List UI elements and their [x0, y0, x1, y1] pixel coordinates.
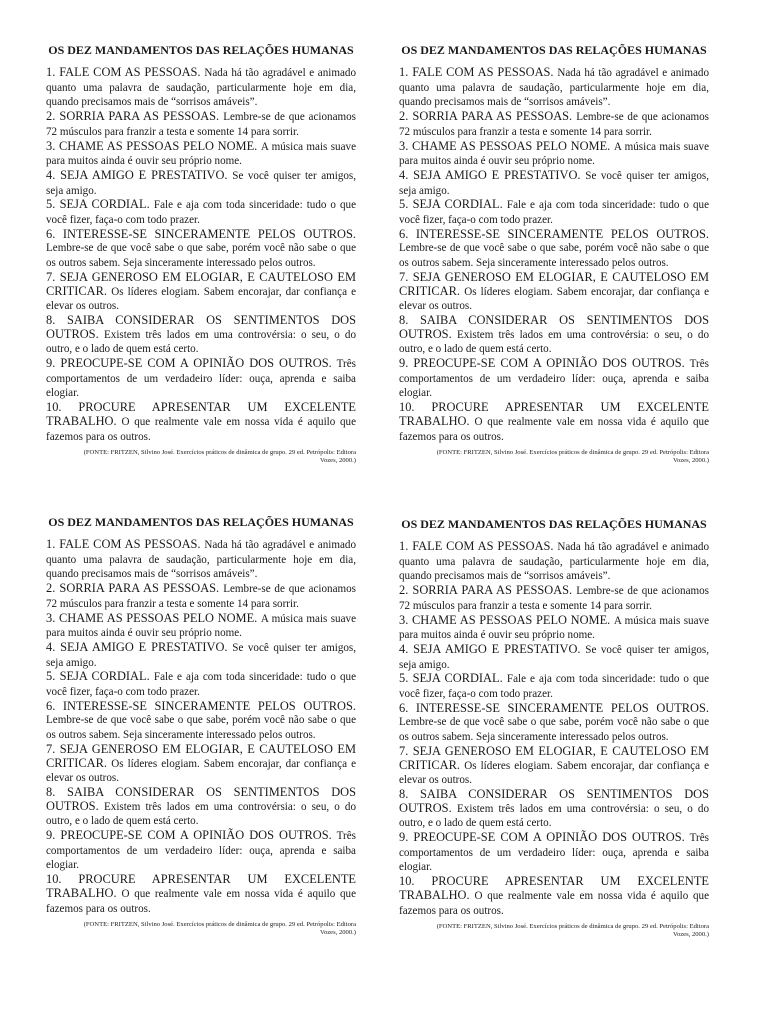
- commandment-item: [46, 140, 356, 169]
- commandment-text: Existem três lados em uma controvérsia: o seu, o do outro, e o lado de quem está certo.: [46, 328, 356, 356]
- commandment-text: Os líderes elogiam. Sabem encorajar, dar confiança e elevar os outros.: [46, 757, 356, 785]
- commandment-heading: 1. FALE COM AS PESSOAS.: [46, 65, 201, 79]
- commandment-heading: 10. PROCURE APRESENTAR UM EXCELENTE TRABALHO.: [399, 874, 709, 902]
- commandment-text: Se você quiser ter amigos, seja amigo.: [46, 641, 357, 669]
- commandment-heading: 4. SEJA AMIGO E PRESTATIVO.: [399, 641, 581, 656]
- commandment-text: Três comportamentos de um verdadeiro líder: ouça, aprenda e saiba elogiar.: [399, 358, 709, 400]
- commandment-item: [399, 169, 709, 198]
- commandment-text: Lembre-se de que você sabe o que sabe, porém você não sabe o que os outros sabem. Seja sinceramente interessado pelos outros.: [46, 242, 356, 270]
- source-citation: (FONTE: FRITZEN, Silvino José. Exercícios práticos de dinâmica de grupo. 29 ed. Petrópolis: Editora Vozes, 2000.): [83, 449, 356, 465]
- commandment-text: Nada há tão agradável e animado quanto uma palavra de saudação, particularmente hoje em dia, quando precisamos mais de “sorrisos amáveis”.: [399, 67, 709, 109]
- commandment-text: O que realmente vale em nossa vida é aquilo que fazemos para os outros.: [46, 415, 356, 443]
- commandment-text: Se você quiser ter amigos, seja amigo.: [399, 643, 710, 671]
- commandment-item: [46, 314, 356, 357]
- commandment-item: [399, 110, 709, 139]
- commandment-heading: 10. PROCURE APRESENTAR UM EXCELENTE TRABALHO.: [46, 872, 356, 900]
- commandment-item: [399, 314, 709, 357]
- commandment-text: Fale e aja com toda sinceridade: tudo o que você fizer, faça-o com todo prazer.: [399, 199, 709, 227]
- commandment-text: Nada há tão agradável e animado quanto uma palavra de saudação, particularmente hoje em dia, quando precisamos mais de “sorrisos amáveis”.: [46, 67, 356, 109]
- commandment-text: A música mais suave para muitos ainda é ouvir seu próprio nome.: [46, 612, 356, 640]
- commandment-text: Os líderes elogiam. Sabem encorajar, dar confiança e elevar os outros.: [46, 285, 356, 313]
- commandment-text: Os líderes elogiam. Sabem encorajar, dar confiança e elevar os outros.: [399, 285, 709, 313]
- commandment-text: Existem três lados em uma controvérsia: o seu, o do outro, e o lado de quem está certo.: [399, 802, 709, 830]
- commandment-heading: 4. SEJA AMIGO E PRESTATIVO.: [46, 167, 228, 182]
- source-citation: (FONTE: FRITZEN, Silvino José. Exercícios práticos de dinâmica de grupo. 29 ed. Petrópolis: Editora Vozes, 2000.): [436, 449, 709, 465]
- commandment-text: Fale e aja com toda sinceridade: tudo o que você fizer, faça-o com todo prazer.: [46, 671, 356, 699]
- commandment-item: [399, 788, 709, 831]
- commandment-item: [46, 198, 356, 227]
- commandment-heading: 1. FALE COM AS PESSOAS.: [399, 65, 554, 79]
- commandment-heading: 3. CHAME AS PESSOAS PELO NOME.: [399, 612, 611, 627]
- commandment-text: Fale e aja com toda sinceridade: tudo o que você fizer, faça-o com todo prazer.: [46, 199, 356, 227]
- commandment-item: [46, 641, 356, 670]
- commandment-text: Se você quiser ter amigos, seja amigo.: [399, 169, 710, 197]
- commandment-heading: 10. PROCURE APRESENTAR UM EXCELENTE TRABALHO.: [46, 400, 356, 428]
- commandment-item: [46, 228, 356, 271]
- commandment-heading: 6. INTERESSE-SE SINCERAMENTE PELOS OUTROS.: [399, 226, 709, 241]
- commandment-item: [46, 357, 356, 401]
- commandment-heading: 8. SAIBA CONSIDERAR OS SENTIMENTOS DOS OUTROS.: [46, 784, 356, 813]
- commandment-heading: 3. CHAME AS PESSOAS PELO NOME.: [46, 138, 258, 153]
- commandment-heading: 1. FALE COM AS PESSOAS.: [46, 537, 201, 551]
- source-citation: (FONTE: FRITZEN, Silvino José. Exercícios práticos de dinâmica de grupo. 29 ed. Petrópolis: Editora Vozes, 2000.): [83, 921, 356, 937]
- commandment-heading: 3. CHAME AS PESSOAS PELO NOME.: [46, 610, 258, 625]
- commandment-item: [399, 672, 709, 701]
- commandment-heading: 3. CHAME AS PESSOAS PELO NOME.: [399, 138, 611, 153]
- commandment-item: [399, 643, 709, 672]
- commandment-heading: 4. SEJA AMIGO E PRESTATIVO.: [399, 167, 581, 182]
- commandment-heading: 2. SORRIA PARA AS PESSOAS.: [46, 581, 220, 596]
- commandments-list: [46, 538, 356, 916]
- commandment-text: O que realmente vale em nossa vida é aquilo que fazemos para os outros.: [399, 415, 709, 443]
- commandment-item: [46, 670, 356, 699]
- commandment-text: Lembre-se de que acionamos 72 músculos para franzir a testa e somente 14 para sorrir.: [46, 583, 357, 610]
- commandment-heading: 4. SEJA AMIGO E PRESTATIVO.: [46, 639, 228, 654]
- commandment-text: Se você quiser ter amigos, seja amigo.: [46, 169, 357, 197]
- commandment-item: [399, 584, 709, 613]
- commandment-item: [399, 228, 709, 271]
- commandment-heading: 8. SAIBA CONSIDERAR OS SENTIMENTOS DOS OUTROS.: [399, 312, 709, 341]
- commandment-heading: 5. SEJA CORDIAL.: [399, 197, 503, 212]
- commandment-text: Três comportamentos de um verdadeiro líder: ouça, aprenda e saiba elogiar.: [46, 358, 356, 400]
- commandment-heading: 6. INTERESSE-SE SINCERAMENTE PELOS OUTROS.: [46, 698, 356, 713]
- commandments-card-top-right: [399, 43, 709, 465]
- commandment-item: [46, 538, 356, 582]
- commandment-heading: 9. PREOCUPE-SE COM A OPINIÃO DOS OUTROS.: [46, 828, 332, 843]
- commandment-heading: 8. SAIBA CONSIDERAR OS SENTIMENTOS DOS OUTROS.: [46, 312, 356, 341]
- commandment-text: Lembre-se de que você sabe o que sabe, porém você não sabe o que os outros sabem. Seja sinceramente interessado pelos outros.: [399, 716, 709, 744]
- commandment-text: O que realmente vale em nossa vida é aquilo que fazemos para os outros.: [399, 889, 709, 917]
- commandments-card-top-left: [46, 43, 356, 465]
- commandment-heading: 7. SEJA GENEROSO EM ELOGIAR, E CAUTELOSO EM CRITICAR.: [399, 743, 709, 772]
- commandment-heading: 9. PREOCUPE-SE COM A OPINIÃO DOS OUTROS.: [399, 356, 685, 371]
- commandment-text: Nada há tão agradável e animado quanto uma palavra de saudação, particularmente hoje em dia, quando precisamos mais de “sorrisos amáveis”.: [399, 541, 709, 583]
- commandment-item: [46, 401, 356, 444]
- commandment-item: [399, 614, 709, 643]
- commandment-heading: 7. SEJA GENEROSO EM ELOGIAR, E CAUTELOSO EM CRITICAR.: [46, 741, 356, 770]
- commandments-list: [399, 540, 709, 918]
- commandment-text: Lembre-se de que acionamos 72 músculos para franzir a testa e somente 14 para sorrir.: [399, 585, 710, 612]
- commandment-text: Fale e aja com toda sinceridade: tudo o que você fizer, faça-o com todo prazer.: [399, 673, 709, 701]
- commandments-card-bottom-left: [46, 515, 356, 937]
- commandment-heading: 8. SAIBA CONSIDERAR OS SENTIMENTOS DOS OUTROS.: [399, 786, 709, 815]
- commandment-heading: 7. SEJA GENEROSO EM ELOGIAR, E CAUTELOSO EM CRITICAR.: [399, 269, 709, 298]
- commandment-text: Três comportamentos de um verdadeiro líder: ouça, aprenda e saiba elogiar.: [46, 830, 356, 872]
- commandment-item: [46, 786, 356, 829]
- commandment-text: Três comportamentos de um verdadeiro líder: ouça, aprenda e saiba elogiar.: [399, 832, 709, 874]
- commandment-item: [46, 582, 356, 611]
- commandment-heading: 2. SORRIA PARA AS PESSOAS.: [399, 109, 573, 124]
- commandment-text: Lembre-se de que acionamos 72 músculos para franzir a testa e somente 14 para sorrir.: [46, 111, 357, 138]
- commandments-list: [46, 66, 356, 444]
- commandment-heading: 5. SEJA CORDIAL.: [399, 671, 503, 686]
- source-citation: (FONTE: FRITZEN, Silvino José. Exercícios práticos de dinâmica de grupo. 29 ed. Petrópolis: Editora Vozes, 2000.): [436, 923, 709, 939]
- commandment-heading: 5. SEJA CORDIAL.: [46, 197, 150, 212]
- commandment-item: [46, 700, 356, 743]
- commandment-text: Lembre-se de que acionamos 72 músculos para franzir a testa e somente 14 para sorrir.: [399, 111, 710, 138]
- commandment-heading: 9. PREOCUPE-SE COM A OPINIÃO DOS OUTROS.: [399, 830, 685, 845]
- card-title: OS DEZ MANDAMENTOS DAS RELAÇÕES HUMANAS: [48, 515, 354, 529]
- card-title: OS DEZ MANDAMENTOS DAS RELAÇÕES HUMANAS: [401, 43, 707, 57]
- commandment-text: A música mais suave para muitos ainda é ouvir seu próprio nome.: [46, 140, 356, 168]
- commandment-item: [46, 743, 356, 786]
- commandments-list: [399, 66, 709, 444]
- card-title: OS DEZ MANDAMENTOS DAS RELAÇÕES HUMANAS: [401, 517, 707, 531]
- commandment-item: [399, 831, 709, 875]
- commandment-heading: 2. SORRIA PARA AS PESSOAS.: [399, 583, 573, 598]
- commandment-heading: 2. SORRIA PARA AS PESSOAS.: [46, 109, 220, 124]
- commandment-text: Lembre-se de que você sabe o que sabe, porém você não sabe o que os outros sabem. Seja sinceramente interessado pelos outros.: [399, 242, 709, 270]
- commandment-item: [399, 745, 709, 788]
- commandment-text: Nada há tão agradável e animado quanto uma palavra de saudação, particularmente hoje em dia, quando precisamos mais de “sorrisos amáveis”.: [46, 539, 356, 581]
- commandment-item: [46, 66, 356, 110]
- commandment-item: [46, 169, 356, 198]
- commandment-text: Lembre-se de que você sabe o que sabe, porém você não sabe o que os outros sabem. Seja sinceramente interessado pelos outros.: [46, 714, 356, 742]
- commandment-text: A música mais suave para muitos ainda é ouvir seu próprio nome.: [399, 140, 709, 168]
- commandment-item: [399, 66, 709, 110]
- commandment-heading: 6. INTERESSE-SE SINCERAMENTE PELOS OUTROS.: [399, 700, 709, 715]
- commandment-text: Os líderes elogiam. Sabem encorajar, dar confiança e elevar os outros.: [399, 759, 709, 787]
- commandment-item: [399, 271, 709, 314]
- commandment-item: [46, 612, 356, 641]
- commandment-item: [399, 357, 709, 401]
- commandment-item: [399, 140, 709, 169]
- commandment-item: [399, 198, 709, 227]
- commandment-item: [399, 540, 709, 584]
- commandment-item: [399, 875, 709, 918]
- commandment-item: [46, 110, 356, 139]
- commandment-heading: 6. INTERESSE-SE SINCERAMENTE PELOS OUTROS.: [46, 226, 356, 241]
- commandment-heading: 7. SEJA GENEROSO EM ELOGIAR, E CAUTELOSO EM CRITICAR.: [46, 269, 356, 298]
- card-title: OS DEZ MANDAMENTOS DAS RELAÇÕES HUMANAS: [48, 43, 354, 57]
- commandment-text: O que realmente vale em nossa vida é aquilo que fazemos para os outros.: [46, 887, 356, 915]
- commandment-text: Existem três lados em uma controvérsia: o seu, o do outro, e o lado de quem está certo.: [46, 800, 356, 828]
- commandment-item: [399, 401, 709, 444]
- commandment-item: [46, 829, 356, 873]
- commandment-item: [46, 873, 356, 916]
- commandment-heading: 1. FALE COM AS PESSOAS.: [399, 539, 554, 553]
- commandment-heading: 5. SEJA CORDIAL.: [46, 669, 150, 684]
- commandment-heading: 9. PREOCUPE-SE COM A OPINIÃO DOS OUTROS.: [46, 356, 332, 371]
- commandment-heading: 10. PROCURE APRESENTAR UM EXCELENTE TRABALHO.: [399, 400, 709, 428]
- commandment-text: Existem três lados em uma controvérsia: o seu, o do outro, e o lado de quem está certo.: [399, 328, 709, 356]
- commandments-card-bottom-right: [399, 517, 709, 939]
- commandment-item: [399, 702, 709, 745]
- commandment-item: [46, 271, 356, 314]
- commandment-text: A música mais suave para muitos ainda é ouvir seu próprio nome.: [399, 614, 709, 642]
